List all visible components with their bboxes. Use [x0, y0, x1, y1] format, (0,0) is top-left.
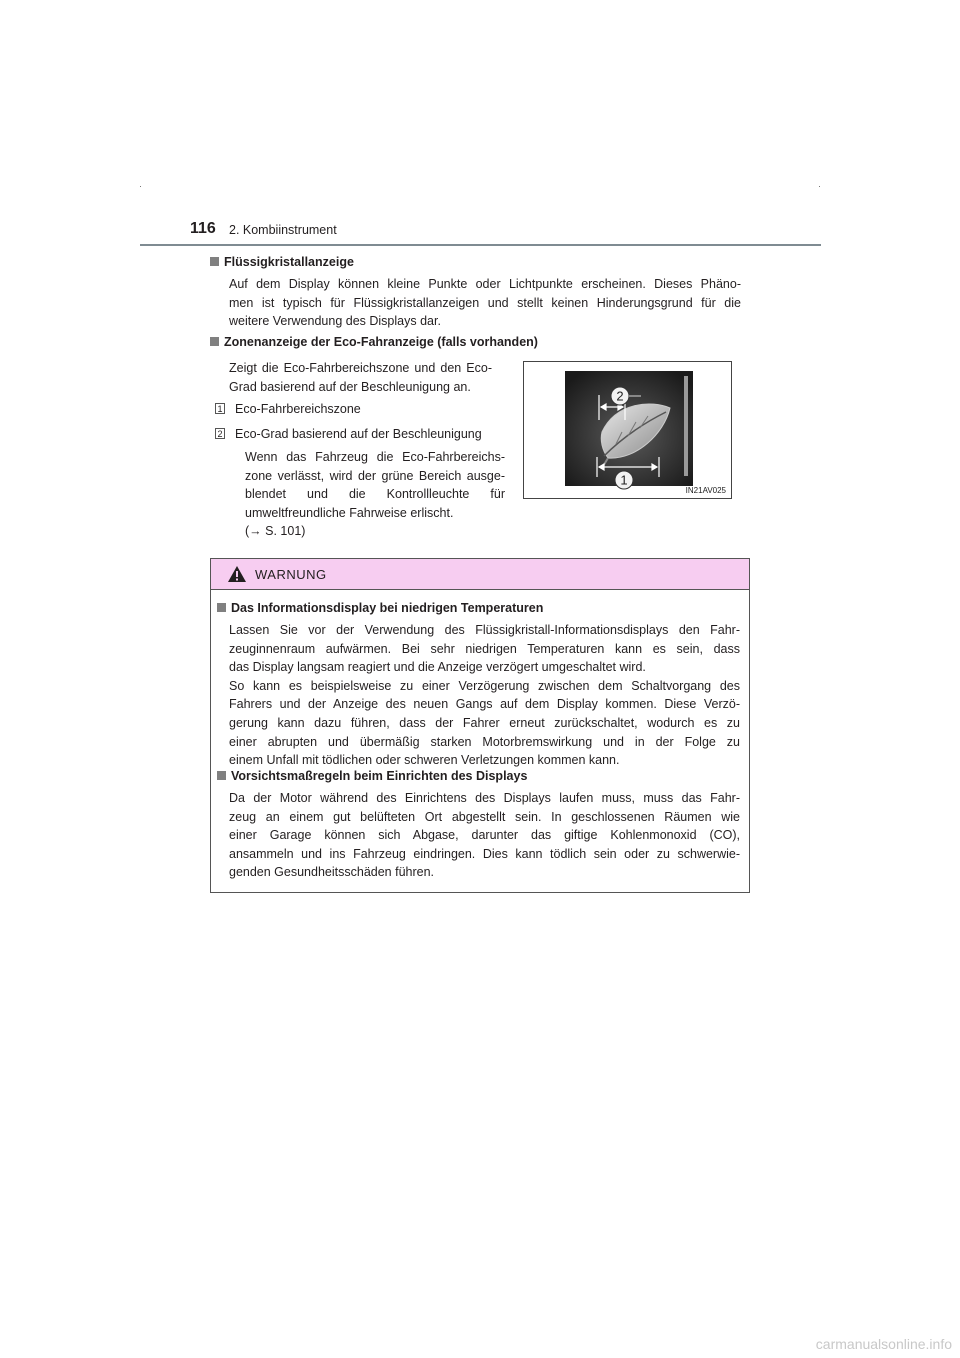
text-line: (→ S. 101) — [245, 524, 306, 539]
figure-callout-2 — [611, 387, 629, 405]
text-line: einem Unfall mit tödlichen oder schweren Verletzungen kommen kann. — [229, 753, 620, 768]
text-line: Da der Motor während des Einrichtens des Displays laufen muss, muss das Fahr- — [229, 791, 740, 805]
text-line: ansammeln und ins Fahrzeug eindringen. Dies kann tödlich sein oder zu schwerwie- — [229, 846, 740, 861]
text-line: Grad basierend auf der Beschleunigung an. — [229, 379, 471, 394]
callout-number-1: 1 — [215, 403, 225, 414]
eco-zone-illustration — [524, 362, 731, 498]
text-line: weitere Verwendung des Displays dar. — [229, 314, 441, 329]
square-bullet-icon — [217, 771, 226, 780]
text-line: Auf dem Display können kleine Punkte oder Lichtpunkte erscheinen. Dieses Phäno- — [229, 277, 741, 291]
warning-header — [211, 559, 749, 590]
page-header — [140, 216, 821, 246]
warning-triangle-icon — [227, 565, 247, 583]
text-line: genden Gesundheitsschäden führen. — [229, 865, 435, 880]
square-bullet-icon — [210, 337, 219, 346]
watermark-logo: carmanualsonline.info — [815, 1336, 952, 1352]
page-number: 116 — [190, 220, 216, 237]
crop-mark — [140, 186, 141, 187]
crop-mark — [819, 186, 820, 187]
eco-intro — [229, 359, 492, 396]
eco-zone-figure — [523, 361, 732, 499]
text-line: zone verlässt, wird der grüne Bereich ausge- — [245, 468, 505, 483]
callout-number-2: 2 — [215, 428, 225, 439]
text-line: umweltfreundliche Fahrweise erlischt. — [245, 505, 454, 520]
text-line: men ist typisch für Flüssigkristallanzeigen und stellt keinen Hinderungsgrund für die — [229, 295, 741, 310]
text-line: Zeigt die Eco-Fahrbereichszone und den Eco- — [229, 361, 492, 375]
svg-text:2: 2 — [616, 388, 624, 404]
header-rule — [140, 244, 821, 246]
warning-paragraph-setup — [229, 789, 740, 882]
text-line: zeuginnenraum aufwärmen. Bei sehr niedrigen Temperaturen kann es sein, dass — [229, 641, 740, 656]
text-line: gerung kann dazu führen, dass der Fahrer erneut zurückschaltet, wodurch es zu — [229, 715, 740, 730]
warning-title: WARNUNG — [255, 567, 327, 582]
text-line: einer Garage können sich Abgase, darunter das giftige Kohlenmonoxid (CO), — [229, 828, 740, 843]
square-bullet-icon — [217, 603, 226, 612]
figure-callout-1 — [615, 471, 633, 489]
text-line: zeug an einem gut belüfteten Ort abgestellt sein. In geschlossenen Räumen wie — [229, 809, 740, 824]
warning-paragraph-temperature — [229, 621, 740, 770]
text-line: das Display langsam reagiert und die Anzeige verzögert umgeschaltet wird. — [229, 660, 646, 675]
section-heading-eco: Zonenanzeige der Eco-Fahranzeige (falls vorhanden) — [210, 335, 538, 349]
item-text: Eco-Grad basierend auf der Beschleunigung — [235, 427, 482, 441]
svg-text:1: 1 — [620, 472, 628, 488]
square-bullet-icon — [210, 257, 219, 266]
warning-heading-temperature: Das Informationsdisplay bei niedrigen Temperaturen — [217, 601, 543, 615]
eco-item-2 — [215, 425, 515, 444]
text-line: blendet und die Kontrollleuchte für — [245, 487, 505, 502]
eco-note — [245, 448, 505, 541]
item-text: Eco-Fahrbereichszone — [235, 402, 361, 416]
chapter-title: 2. Kombiinstrument — [229, 223, 337, 237]
text-line: Lassen Sie vor der Verwendung des Flüssigkristall-Informationsdisplays den Fahr- — [229, 623, 740, 637]
lcd-paragraph — [229, 275, 741, 331]
text-line: So kann es beispielsweise zu einer Verzögerung zwischen dem Schaltvorgang des — [229, 678, 740, 693]
text-line: Fahrers und der Anzeige des neuen Gangs auf dem Display kommen. Diese Verzö- — [229, 697, 740, 712]
section-heading-lcd: Flüssigkristallanzeige — [210, 255, 354, 269]
warning-heading-setup: Vorsichtsmaßregeln beim Einrichten des Displays — [217, 769, 527, 783]
eco-item-1 — [215, 400, 515, 419]
level-bar — [684, 376, 688, 476]
warning-box — [210, 558, 750, 893]
figure-code: IN21AV025 — [685, 486, 726, 495]
text-line: einer abrupten und übermäßig starken Motorbremswirkung und in der Folge zu — [229, 734, 740, 749]
text-line: Wenn das Fahrzeug die Eco-Fahrbereichs- — [245, 450, 505, 464]
